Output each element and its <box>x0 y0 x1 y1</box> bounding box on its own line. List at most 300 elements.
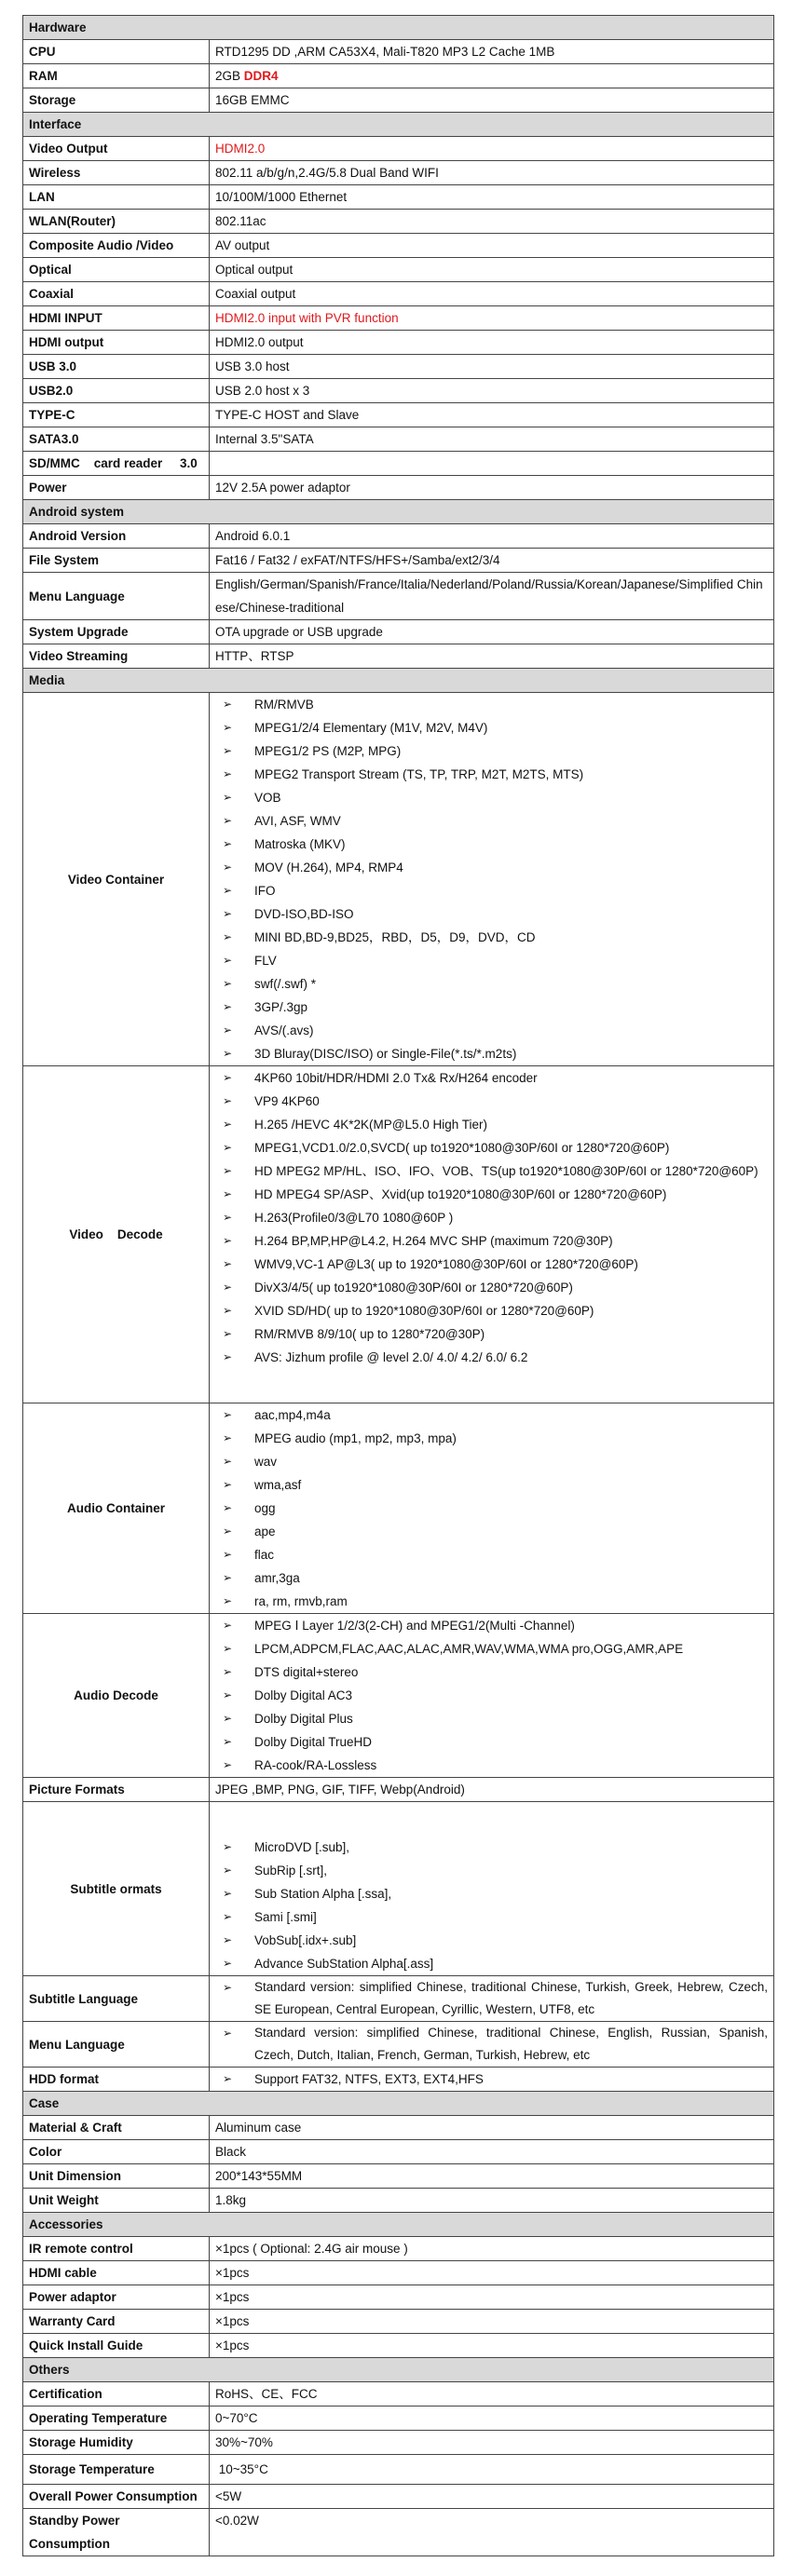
row-video-container <box>23 693 774 1066</box>
spec-value: Aluminum case <box>210 2116 774 2140</box>
spec-label: USB2.0 <box>23 379 210 403</box>
item-text: VOB <box>254 791 281 805</box>
item-text: MPEG1/2/4 Elementary (M1V, M2V, M4V) <box>254 721 488 735</box>
list-item <box>215 1882 768 1905</box>
list-item <box>215 1159 768 1183</box>
list-item <box>215 1090 768 1113</box>
row-video-streaming <box>23 644 774 669</box>
spec-label: Video Decode <box>23 1066 210 1403</box>
spacer <box>215 1369 768 1403</box>
list-item <box>215 879 768 902</box>
section-others <box>23 2358 774 2382</box>
spec-label: WLAN(Router) <box>23 210 210 234</box>
arrow-bullet-icon: ➢ <box>223 1981 233 1994</box>
row-certification <box>23 2382 774 2407</box>
spec-value: 1.8kg <box>210 2189 774 2213</box>
arrow-bullet-icon: ➢ <box>223 1187 233 1200</box>
list-item <box>215 833 768 856</box>
spec-value <box>210 1614 774 1778</box>
list-item <box>215 1253 768 1276</box>
arrow-bullet-icon: ➢ <box>223 1211 233 1224</box>
row-storage-humidity <box>23 2431 774 2455</box>
row-hdmi-input <box>23 306 774 331</box>
spec-label: SATA3.0 <box>23 427 210 452</box>
spec-value: <0.02W <box>210 2509 774 2556</box>
section-hardware <box>23 16 774 40</box>
item-text: Advance SubStation Alpha[.ass] <box>254 1957 434 1971</box>
arrow-bullet-icon: ➢ <box>223 1525 233 1538</box>
arrow-bullet-icon: ➢ <box>223 1864 233 1877</box>
row-standby-power <box>23 2509 774 2556</box>
section-title: Android system <box>23 500 774 524</box>
spec-value: RTD1295 DD ,ARM CA53X4, Mali-T820 MP3 L2 Cache 1MB <box>210 40 774 64</box>
spec-label: Standby Power Consumption <box>23 2509 210 2556</box>
item-text: XVID SD/HD( up to 1920*1080@30P/60I or 1280*720@60P) <box>254 1304 594 1318</box>
arrow-bullet-icon: ➢ <box>223 930 233 943</box>
item-text: MPEG2 Transport Stream (TS, TP, TRP, M2T, M2TS, MTS) <box>254 767 584 781</box>
spec-label: Video Streaming <box>23 644 210 669</box>
spec-value <box>210 64 774 88</box>
item-text: H.264 BP,MP,HP@L4.2, H.264 MVC SHP (maximum 720@30P) <box>254 1234 613 1248</box>
list-item <box>215 1684 768 1707</box>
arrow-bullet-icon: ➢ <box>223 1571 233 1584</box>
row-file-system <box>23 549 774 573</box>
list-item <box>215 1730 768 1754</box>
row-storage <box>23 88 774 113</box>
row-audio-container <box>23 1403 774 1614</box>
list-item <box>215 1614 768 1637</box>
list-item <box>215 786 768 809</box>
menu-language-list <box>215 2022 768 2067</box>
section-title: Others <box>23 2358 774 2382</box>
row-power <box>23 476 774 500</box>
item-text: DivX3/4/5( up to1920*1080@30P/60I or 1280*720@60P) <box>254 1281 573 1295</box>
spec-value: Coaxial output <box>210 282 774 306</box>
row-typec <box>23 403 774 427</box>
item-text: VP9 4KP60 <box>254 1094 320 1108</box>
spec-value: Optical output <box>210 258 774 282</box>
spec-label: IR remote control <box>23 2237 210 2261</box>
item-text: amr,3ga <box>254 1571 300 1585</box>
list-item <box>215 1590 768 1613</box>
arrow-bullet-icon: ➢ <box>223 1548 233 1561</box>
row-video-output <box>23 137 774 161</box>
spec-label: Composite Audio /Video <box>23 234 210 258</box>
video-decode-list <box>215 1066 768 1369</box>
arrow-bullet-icon: ➢ <box>223 1234 233 1247</box>
section-title: Media <box>23 669 774 693</box>
arrow-bullet-icon: ➢ <box>223 861 233 874</box>
list-item <box>215 716 768 739</box>
row-android-version <box>23 524 774 549</box>
item-text: Dolby Digital Plus <box>254 1712 353 1726</box>
item-text: Standard version: simplified Chinese, traditional Chinese, Turkish, Greek, Hebrew, Czech, SE European, Central European, Cyrillic, Western, UTF8, etc <box>254 1980 768 2016</box>
item-text: Sub Station Alpha [.ssa], <box>254 1887 392 1901</box>
row-storage-temp <box>23 2455 774 2485</box>
spec-value: HTTP、RTSP <box>210 644 774 669</box>
item-text: MPEG audio (mp1, mp2, mp3, mpa) <box>254 1431 457 1445</box>
row-lan <box>23 185 774 210</box>
hdd-format-list <box>215 2068 768 2091</box>
list-item <box>215 1497 768 1520</box>
arrow-bullet-icon: ➢ <box>223 977 233 990</box>
item-text: DVD-ISO,BD-ISO <box>254 907 354 921</box>
list-item <box>215 1707 768 1730</box>
spec-label: CPU <box>23 40 210 64</box>
list-item <box>215 1473 768 1497</box>
spec-label: Warranty Card <box>23 2310 210 2334</box>
arrow-bullet-icon: ➢ <box>223 1455 233 1468</box>
row-composite <box>23 234 774 258</box>
list-item <box>215 1637 768 1661</box>
row-picture-formats <box>23 1778 774 1802</box>
spec-value: OTA upgrade or USB upgrade <box>210 620 774 644</box>
spec-label: Unit Dimension <box>23 2164 210 2189</box>
subtitle-formats-list <box>215 1836 768 1975</box>
row-ram <box>23 64 774 88</box>
spec-value: 0~70°C <box>210 2407 774 2431</box>
row-cpu <box>23 40 774 64</box>
spec-label: Storage Humidity <box>23 2431 210 2455</box>
spec-label: Audio Container <box>23 1403 210 1614</box>
list-item <box>215 763 768 786</box>
spec-label: HDMI cable <box>23 2261 210 2285</box>
spacer <box>215 1802 768 1836</box>
spec-value: <5W <box>210 2485 774 2509</box>
item-text: IFO <box>254 884 276 898</box>
spec-value: HDMI2.0 output <box>210 331 774 355</box>
spec-table <box>22 15 774 2556</box>
spec-label: File System <box>23 549 210 573</box>
list-item <box>215 1427 768 1450</box>
spec-value <box>210 693 774 1066</box>
arrow-bullet-icon: ➢ <box>223 814 233 827</box>
row-optical <box>23 258 774 282</box>
row-hdd-format <box>23 2068 774 2092</box>
spec-value: Android 6.0.1 <box>210 524 774 549</box>
arrow-bullet-icon: ➢ <box>223 1957 233 1970</box>
arrow-bullet-icon: ➢ <box>223 791 233 804</box>
row-hdmi-output <box>23 331 774 355</box>
item-text: RM/RMVB 8/9/10( up to 1280*720@30P) <box>254 1327 485 1341</box>
arrow-bullet-icon: ➢ <box>223 1619 233 1632</box>
item-text: MPEG1,VCD1.0/2.0,SVCD( up to1920*1080@30P/60I or 1280*720@60P) <box>254 1141 670 1155</box>
row-overall-power <box>23 2485 774 2509</box>
spec-label: System Upgrade <box>23 620 210 644</box>
arrow-bullet-icon: ➢ <box>223 1350 233 1363</box>
list-item <box>215 1754 768 1777</box>
spec-label: Audio Decode <box>23 1614 210 1778</box>
spec-value: JPEG ,BMP, PNG, GIF, TIFF, Webp(Android) <box>210 1778 774 1802</box>
audio-container-list <box>215 1403 768 1613</box>
spec-label: RAM <box>23 64 210 88</box>
spec-value: ×1pcs ( Optional: 2.4G air mouse ) <box>210 2237 774 2261</box>
list-item <box>215 1299 768 1322</box>
item-text: 3D Bluray(DISC/ISO) or Single-File(*.ts/*.m2ts) <box>254 1047 517 1061</box>
item-text: H.265 /HEVC 4K*2K(MP@L5.0 High Tier) <box>254 1118 488 1132</box>
row-color <box>23 2140 774 2164</box>
spec-label: Subtitle Language <box>23 1976 210 2022</box>
row-menu-language <box>23 573 774 620</box>
list-item <box>215 693 768 716</box>
list-item <box>215 1566 768 1590</box>
row-usb2 <box>23 379 774 403</box>
subtitle-language-list <box>215 1976 768 2021</box>
item-text: MOV (H.264), MP4, RMP4 <box>254 861 403 874</box>
spec-value <box>210 2022 774 2068</box>
row-video-decode <box>23 1066 774 1403</box>
arrow-bullet-icon: ➢ <box>223 2027 233 2040</box>
arrow-bullet-icon: ➢ <box>223 1304 233 1317</box>
row-sata <box>23 427 774 452</box>
list-item <box>215 1905 768 1929</box>
list-item <box>215 1183 768 1206</box>
item-text: HD MPEG4 SP/ASP、Xvid(up to1920*1080@30P/60I or 1280*720@60P) <box>254 1187 667 1201</box>
list-item <box>215 1520 768 1543</box>
row-dimension <box>23 2164 774 2189</box>
arrow-bullet-icon: ➢ <box>223 1594 233 1607</box>
arrow-bullet-icon: ➢ <box>223 1478 233 1491</box>
spec-label: Wireless <box>23 161 210 185</box>
row-quick-guide <box>23 2334 774 2358</box>
spec-label: Optical <box>23 258 210 282</box>
arrow-bullet-icon: ➢ <box>223 1094 233 1107</box>
spec-value: 10/100M/1000 Ethernet <box>210 185 774 210</box>
list-item <box>215 996 768 1019</box>
item-text: MPEG Ⅰ Layer 1/2/3(2-CH) and MPEG1/2(Multi -Channel) <box>254 1619 575 1633</box>
arrow-bullet-icon: ➢ <box>223 954 233 967</box>
spec-value: ×1pcs <box>210 2261 774 2285</box>
spec-value: ×1pcs <box>210 2310 774 2334</box>
spec-label: Power <box>23 476 210 500</box>
arrow-bullet-icon: ➢ <box>223 1712 233 1725</box>
list-item <box>215 1543 768 1566</box>
item-text: DTS digital+stereo <box>254 1665 359 1679</box>
row-sdmmc <box>23 452 774 476</box>
spec-value: 16GB EMMC <box>210 88 774 113</box>
arrow-bullet-icon: ➢ <box>223 1281 233 1294</box>
list-item <box>215 1113 768 1136</box>
item-text: FLV <box>254 954 277 968</box>
list-item <box>215 1229 768 1253</box>
item-text: MicroDVD [.sub], <box>254 1840 350 1854</box>
spec-label: HDMI INPUT <box>23 306 210 331</box>
row-hdmi-cable <box>23 2261 774 2285</box>
spec-value: 802.11 a/b/g/n,2.4G/5.8 Dual Band WIFI <box>210 161 774 185</box>
spec-label: Unit Weight <box>23 2189 210 2213</box>
row-power-adaptor <box>23 2285 774 2310</box>
spec-value: AV output <box>210 234 774 258</box>
section-android <box>23 500 774 524</box>
row-operating-temp <box>23 2407 774 2431</box>
spec-label: Picture Formats <box>23 1778 210 1802</box>
spec-value: ×1pcs <box>210 2285 774 2310</box>
list-item <box>215 1952 768 1975</box>
spec-value: 200*143*55MM <box>210 2164 774 2189</box>
spec-label: Android Version <box>23 524 210 549</box>
arrow-bullet-icon: ➢ <box>223 1642 233 1655</box>
audio-decode-list <box>215 1614 768 1777</box>
spec-value: USB 2.0 host x 3 <box>210 379 774 403</box>
arrow-bullet-icon: ➢ <box>223 1000 233 1013</box>
section-title: Case <box>23 2092 774 2116</box>
item-text: H.263(Profile0/3@L70 1080@60P ) <box>254 1211 454 1225</box>
spec-value <box>210 1802 774 1976</box>
item-text: Sami [.smi] <box>254 1910 317 1924</box>
item-text: Standard version: simplified Chinese, traditional Chinese, English, Russian, Spanish, Czech, Dutch, Italian, French, German, Turkish, Hebrew, etc <box>254 2026 768 2062</box>
item-text: flac <box>254 1548 275 1562</box>
arrow-bullet-icon: ➢ <box>223 884 233 897</box>
spec-label: Overall Power Consumption <box>23 2485 210 2509</box>
spec-value <box>210 1403 774 1614</box>
arrow-bullet-icon: ➢ <box>223 1688 233 1702</box>
list-item <box>215 1066 768 1090</box>
spec-value: RoHS、CE、FCC <box>210 2382 774 2407</box>
list-item <box>215 1042 768 1065</box>
spec-label: Video Container <box>23 693 210 1066</box>
spec-label: Quick Install Guide <box>23 2334 210 2358</box>
spec-value <box>210 1976 774 2022</box>
list-item <box>215 1661 768 1684</box>
item-text: RM/RMVB <box>254 698 314 712</box>
spec-label: Menu Language <box>23 2022 210 2068</box>
list-item <box>215 1929 768 1952</box>
arrow-bullet-icon: ➢ <box>223 698 233 711</box>
arrow-bullet-icon: ➢ <box>223 2072 233 2085</box>
item-text: AVI, ASF, WMV <box>254 814 341 828</box>
row-ir-remote <box>23 2237 774 2261</box>
item-text: VobSub[.idx+.sub] <box>254 1933 357 1947</box>
section-title: Accessories <box>23 2213 774 2237</box>
spec-label: Color <box>23 2140 210 2164</box>
list-item <box>215 2068 768 2091</box>
spec-sheet <box>22 15 773 2556</box>
arrow-bullet-icon: ➢ <box>223 1501 233 1514</box>
spec-value: 802.11ac <box>210 210 774 234</box>
arrow-bullet-icon: ➢ <box>223 1735 233 1748</box>
ram-size: 2GB <box>215 69 244 83</box>
item-text: AVS: Jizhum profile @ level 2.0/ 4.0/ 4.2/ 6.0/ 6.2 <box>254 1350 528 1364</box>
item-text: MINI BD,BD-9,BD25，RBD，D5，D9，DVD，CD <box>254 930 536 944</box>
item-text: 3GP/.3gp <box>254 1000 308 1014</box>
item-text: ape <box>254 1525 276 1539</box>
spec-label: Menu Language <box>23 573 210 620</box>
item-text: Matroska (MKV) <box>254 837 346 851</box>
arrow-bullet-icon: ➢ <box>223 1118 233 1131</box>
list-item <box>215 1019 768 1042</box>
item-text: 4KP60 10bit/HDR/HDMI 2.0 Tx& Rx/H264 encoder <box>254 1071 538 1085</box>
list-item <box>215 1322 768 1346</box>
arrow-bullet-icon: ➢ <box>223 1071 233 1084</box>
spec-value: USB 3.0 host <box>210 355 774 379</box>
spec-label: Video Output <box>23 137 210 161</box>
arrow-bullet-icon: ➢ <box>223 1665 233 1678</box>
spec-value: TYPE-C HOST and Slave <box>210 403 774 427</box>
ram-type: DDR4 <box>243 69 279 83</box>
spec-value: 10~35°C <box>210 2455 774 2485</box>
row-usb3 <box>23 355 774 379</box>
item-text: SubRip [.srt], <box>254 1864 328 1878</box>
item-text: Dolby Digital AC3 <box>254 1688 353 1702</box>
spec-value: ×1pcs <box>210 2334 774 2358</box>
item-text: Support FAT32, NTFS, EXT3, EXT4,HFS <box>254 2072 484 2086</box>
section-title: Interface <box>23 113 774 137</box>
spec-value: Black <box>210 2140 774 2164</box>
row-menu-language-media <box>23 2022 774 2068</box>
list-item <box>215 1836 768 1859</box>
list-item <box>215 972 768 996</box>
arrow-bullet-icon: ➢ <box>223 837 233 850</box>
arrow-bullet-icon: ➢ <box>223 907 233 920</box>
spec-value: HDMI2.0 input with PVR function <box>210 306 774 331</box>
arrow-bullet-icon: ➢ <box>223 744 233 757</box>
row-system-upgrade <box>23 620 774 644</box>
item-text: HD MPEG2 MP/HL、ISO、IFO、VOB、TS(up to1920*1080@30P/60I or 1280*720@60P) <box>254 1164 758 1178</box>
spec-value <box>210 2068 774 2092</box>
item-text: ogg <box>254 1501 276 1515</box>
spec-label: Operating Temperature <box>23 2407 210 2431</box>
section-case <box>23 2092 774 2116</box>
list-item <box>215 1276 768 1299</box>
spec-label: Certification <box>23 2382 210 2407</box>
arrow-bullet-icon: ➢ <box>223 1933 233 1946</box>
spec-value: Internal 3.5"SATA <box>210 427 774 452</box>
spec-label: Material & Craft <box>23 2116 210 2140</box>
list-item <box>215 1976 768 2021</box>
spec-label: Storage <box>23 88 210 113</box>
spec-value <box>210 1066 774 1403</box>
list-item <box>215 1206 768 1229</box>
spec-label: HDMI output <box>23 331 210 355</box>
item-text: aac,mp4,m4a <box>254 1408 331 1422</box>
list-item <box>215 856 768 879</box>
list-item <box>215 739 768 763</box>
spec-value: 12V 2.5A power adaptor <box>210 476 774 500</box>
arrow-bullet-icon: ➢ <box>223 721 233 734</box>
list-item <box>215 1346 768 1369</box>
item-text: WMV9,VC-1 AP@L3( up to 1920*1080@30P/60I or 1280*720@60P) <box>254 1257 638 1271</box>
row-coaxial <box>23 282 774 306</box>
arrow-bullet-icon: ➢ <box>223 767 233 780</box>
row-audio-decode <box>23 1614 774 1778</box>
spec-label: LAN <box>23 185 210 210</box>
arrow-bullet-icon: ➢ <box>223 1047 233 1060</box>
section-interface <box>23 113 774 137</box>
spec-value: 30%~70% <box>210 2431 774 2455</box>
arrow-bullet-icon: ➢ <box>223 1257 233 1270</box>
spec-label: USB 3.0 <box>23 355 210 379</box>
list-item <box>215 2022 768 2067</box>
arrow-bullet-icon: ➢ <box>223 1887 233 1900</box>
item-text: RA-cook/RA-Lossless <box>254 1758 377 1772</box>
row-wireless <box>23 161 774 185</box>
item-text: Dolby Digital TrueHD <box>254 1735 373 1749</box>
list-item <box>215 1403 768 1427</box>
spec-label: TYPE-C <box>23 403 210 427</box>
list-item <box>215 1450 768 1473</box>
spec-value <box>210 452 774 476</box>
arrow-bullet-icon: ➢ <box>223 1431 233 1444</box>
section-title: Hardware <box>23 16 774 40</box>
list-item <box>215 1859 768 1882</box>
section-accessories <box>23 2213 774 2237</box>
list-item <box>215 809 768 833</box>
list-item <box>215 926 768 949</box>
item-text: wma,asf <box>254 1478 302 1492</box>
spec-label: Storage Temperature <box>23 2455 210 2485</box>
row-warranty-card <box>23 2310 774 2334</box>
arrow-bullet-icon: ➢ <box>223 1327 233 1340</box>
